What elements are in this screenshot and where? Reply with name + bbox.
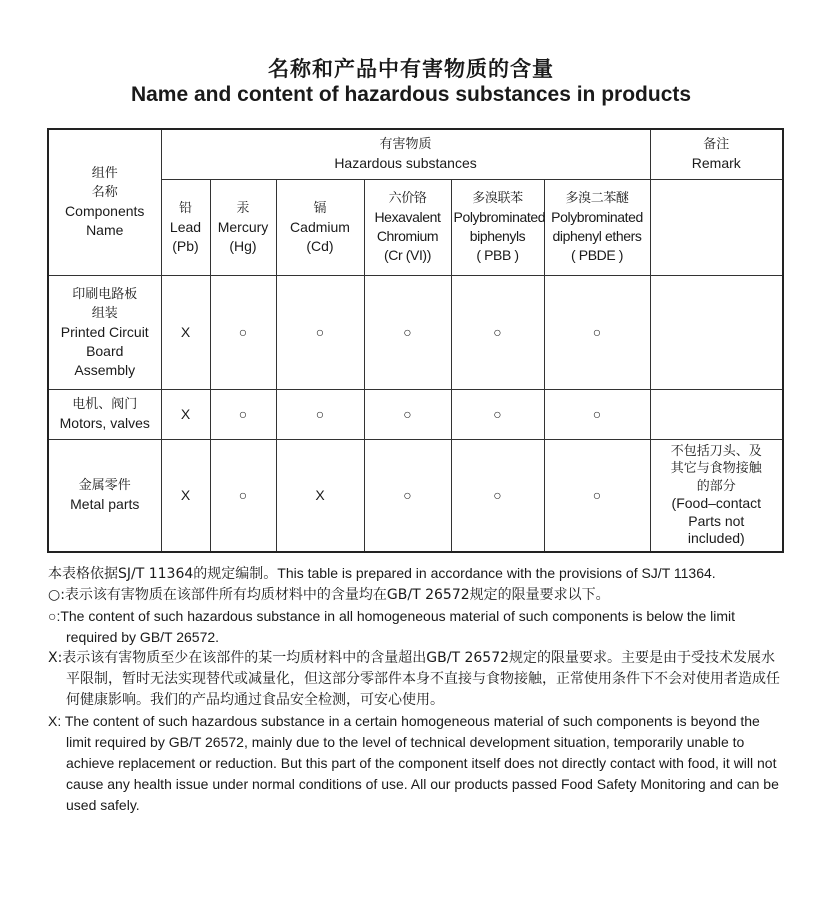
value-motors-cadmium: ○	[276, 389, 364, 439]
remark-motors	[650, 389, 783, 439]
value-metal-mercury: ○	[210, 439, 276, 552]
title-chinese: 名称和产品中有害物质的含量	[268, 57, 554, 81]
substance-header-chromium: 六价铬 Hexavalent Chromium (Cr (VI))	[364, 179, 451, 275]
value-metal-cadmium: X	[276, 439, 364, 552]
value-motors-mercury: ○	[210, 389, 276, 439]
table-row-motors	[48, 389, 783, 439]
components-name-header: 组件 名称 Components Name	[48, 129, 161, 275]
value-metal-pbde: ○	[544, 439, 650, 552]
remark-metal-parts: 不包括刀头、及 其它与食物接触 的部分 (Food–contact Parts not included)	[650, 439, 783, 552]
value-pcb-pbb: ○	[451, 275, 544, 389]
table-row-metal-parts	[48, 439, 783, 552]
value-metal-lead: X	[161, 439, 210, 552]
value-motors-pbb: ○	[451, 389, 544, 439]
value-pcb-lead: X	[161, 275, 210, 389]
note-x-chinese: X:表示该有害物质至少在该部件的某一均质材料中的含量超出GB/T 26572规定的限量要求。主要是由于受技术发展水平限制，暂时无法实现替代或减量化，但这部分零部件本身不直接与食物接触，正常使用条件下不会对使用者造成任何健康影响。我们的产品均通过食品安全检测，可安心使用。	[48, 650, 780, 708]
component-name-pcb: 印刷电路板 组装 Printed Circuit Board Assembly	[48, 275, 161, 389]
table-row-pcb	[48, 275, 783, 389]
remark-pcb	[650, 275, 783, 389]
notes-section	[48, 563, 788, 816]
value-metal-pbb: ○	[451, 439, 544, 552]
value-pcb-chromium: ○	[364, 275, 451, 389]
note-basis: 本表格依据SJ/T 11364的规定编制。This table is prepared in accordance with the provisions of SJ/T 11364.	[48, 565, 716, 582]
substance-header-pbde: 多溴二苯醚 Polybrominated diphenyl ethers ( PBDE )	[544, 179, 650, 275]
note-x-english: X: The content of such hazardous substance in a certain homogeneous material of such components is beyond the limit required by GB/T 26572, mainly due to the level of technical development situation, temporarily unable to achieve replacement or reduction. But this part of the component itself does not directly contact with food, it will not cause any health issue under normal conditions of use. All our products passed Food Safety Monitoring and can be used safely.	[48, 713, 779, 813]
component-name-metal-parts: 金属零件 Metal parts	[48, 439, 161, 552]
note-o-english: ○:The content of such hazardous substance in all homogeneous material of such components is below the limit required by GB/T 26572.	[48, 608, 736, 645]
substance-header-pbb: 多溴联苯 Polybrominated biphenyls ( PBB )	[451, 179, 544, 275]
value-motors-lead: X	[161, 389, 210, 439]
remark-header-blank	[650, 179, 783, 275]
value-motors-pbde: ○	[544, 389, 650, 439]
substance-header-lead: 铅 Lead (Pb)	[161, 179, 210, 275]
hazardous-substances-header: 有害物质 Hazardous substances	[161, 129, 650, 179]
value-pcb-mercury: ○	[210, 275, 276, 389]
hazardous-substances-table	[47, 128, 784, 553]
substance-header-cadmium: 镉 Cadmium (Cd)	[276, 179, 364, 275]
note-o-chinese: ○:表示该有害物质在该部件所有均质材料中的含量均在GB/T 26572规定的限量要求以下。	[48, 587, 610, 603]
remark-header: 备注 Remark	[650, 129, 783, 179]
header-row-1	[48, 129, 783, 179]
component-name-motors: 电机、阀门 Motors, valves	[48, 389, 161, 439]
value-pcb-pbde: ○	[544, 275, 650, 389]
value-motors-chromium: ○	[364, 389, 451, 439]
title-english: Name and content of hazardous substances in products	[130, 83, 692, 106]
substance-header-mercury: 汞 Mercury (Hg)	[210, 179, 276, 275]
value-pcb-cadmium: ○	[276, 275, 364, 389]
value-metal-chromium: ○	[364, 439, 451, 552]
